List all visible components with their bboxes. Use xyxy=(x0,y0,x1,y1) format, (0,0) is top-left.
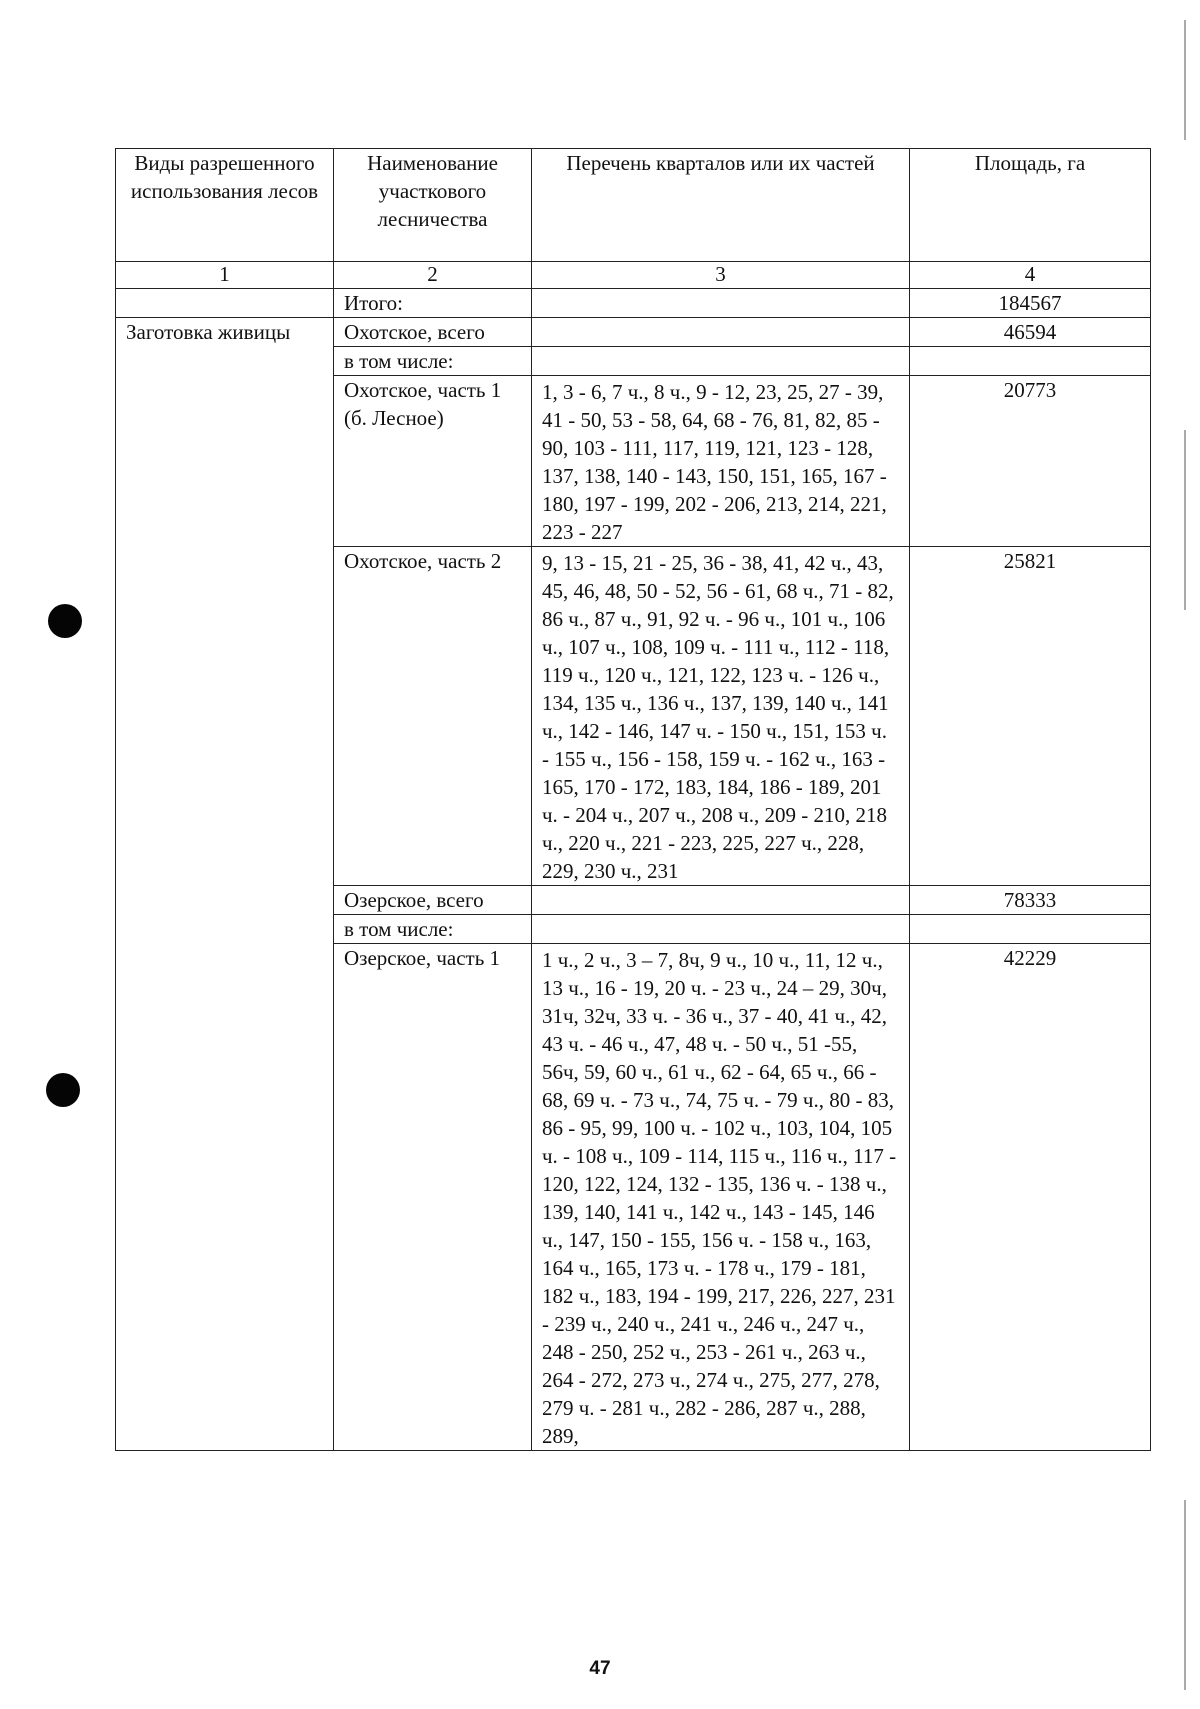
forestry-name-cell: в том числе: xyxy=(334,915,532,944)
page-number: 47 xyxy=(589,1658,611,1679)
punch-hole-mark xyxy=(46,1073,80,1107)
forestry-name-cell: в том числе: xyxy=(334,347,532,376)
area-cell xyxy=(910,915,1151,944)
quarters-cell: 1 ч., 2 ч., 3 – 7, 8ч, 9 ч., 10 ч., 11, 12 ч., 13 ч., 16 - 19, 20 ч. - 23 ч., 24 – 29, 30ч, 31ч, 32ч, 33 ч. - 36 ч., 37 - 40, 41 ч., 42, 43 ч. - 46 ч., 47, 48 ч. - 50 ч., 51 -55, 56ч, 59, 60 ч., 61 ч., 62 - 64, 65 ч., 66 - 68, 69 ч. - 73 ч., 74, 75 ч. - 79 ч., 80 - 83, 86 - 95, 99, 100 ч. - 102 ч., 103, 104, 105 ч. - 108 ч., 109 - 114, 115 ч., 116 ч., 117 - 120, 122, 124, 132 - 135, 136 ч. - 138 ч., 139, 140, 141 ч., 142 ч., 143 - 145, 146 ч., 147, 150 - 155, 156 ч. - 158 ч., 163, 164 ч., 165, 173 ч. - 178 ч., 179 - 181, 182 ч., 183, 194 - 199, 217, 226, 227, 231 - 239 ч., 240 ч., 241 ч., 246 ч., 247 ч., 248 - 250, 252 ч., 253 - 261 ч., 263 ч., 264 - 272, 273 ч., 274 ч., 275, 277, 278, 279 ч. - 281 ч., 282 - 286, 287 ч., 288, 289, xyxy=(532,944,910,1451)
area-cell xyxy=(910,347,1151,376)
table-row xyxy=(116,289,1151,318)
quarters-cell xyxy=(532,886,910,915)
area-cell: 20773 xyxy=(910,376,1151,547)
quarters-cell xyxy=(532,289,910,318)
header-use-type: Виды разрешенного использования лесов xyxy=(116,149,334,262)
forest-use-table xyxy=(115,148,1151,1451)
forestry-name-cell: Охотское, всего xyxy=(334,318,532,347)
use-cell: Заготовка живицы xyxy=(116,318,334,1451)
quarters-cell xyxy=(532,915,910,944)
quarters-cell: 1, 3 - 6, 7 ч., 8 ч., 9 - 12, 23, 25, 27 - 39, 41 - 50, 53 - 58, 64, 68 - 76, 81, 82, 85 - 90, 103 - 111, 117, 119, 121, 123 - 128, 137, 138, 140 - 143, 150, 151, 165, 167 - 180, 197 - 199, 202 - 206, 213, 214, 221, 223 - 227 xyxy=(532,376,910,547)
column-number: 2 xyxy=(334,262,532,289)
header-quarters-list: Перечень кварталов или их частей xyxy=(532,149,910,262)
area-cell: 42229 xyxy=(910,944,1151,1451)
forestry-name-cell: Озерское, часть 1 xyxy=(334,944,532,1451)
column-number-row xyxy=(116,262,1151,289)
area-cell: 46594 xyxy=(910,318,1151,347)
forestry-name-cell: Охотское, часть 2 xyxy=(334,547,532,886)
quarters-cell xyxy=(532,318,910,347)
use-cell xyxy=(116,289,334,318)
scan-edge-mark xyxy=(1184,430,1186,610)
area-cell: 78333 xyxy=(910,886,1151,915)
forestry-name-cell: Озерское, всего xyxy=(334,886,532,915)
area-cell: 25821 xyxy=(910,547,1151,886)
header-area: Площадь, га xyxy=(910,149,1151,262)
forestry-name-cell: Итого: xyxy=(334,289,532,318)
quarters-cell: 9, 13 - 15, 21 - 25, 36 - 38, 41, 42 ч., 43, 45, 46, 48, 50 - 52, 56 - 61, 68 ч., 71 - 82, 86 ч., 87 ч., 91, 92 ч. - 96 ч., 101 ч., 106 ч., 107 ч., 108, 109 ч. - 111 ч., 112 - 118, 119 ч., 120 ч., 121, 122, 123 ч. - 126 ч., 134, 135 ч., 136 ч., 137, 139, 140 ч., 141 ч., 142 - 146, 147 ч. - 150 ч., 151, 153 ч. - 155 ч., 156 - 158, 159 ч. - 162 ч., 163 - 165, 170 - 172, 183, 184, 186 - 189, 201 ч. - 204 ч., 207 ч., 208 ч., 209 - 210, 218 ч., 220 ч., 221 - 223, 225, 227 ч., 228, 229, 230 ч., 231 xyxy=(532,547,910,886)
table-row xyxy=(116,318,1151,347)
column-number: 4 xyxy=(910,262,1151,289)
header-forestry-name: Наименование участкового лесничества xyxy=(334,149,532,262)
column-number: 3 xyxy=(532,262,910,289)
table-header-row xyxy=(116,149,1151,262)
area-cell: 184567 xyxy=(910,289,1151,318)
column-number: 1 xyxy=(116,262,334,289)
scan-edge-mark xyxy=(1184,20,1186,140)
forestry-name-cell: Охотское, часть 1 (б. Лесное) xyxy=(334,376,532,547)
quarters-cell xyxy=(532,347,910,376)
punch-hole-mark xyxy=(48,604,82,638)
